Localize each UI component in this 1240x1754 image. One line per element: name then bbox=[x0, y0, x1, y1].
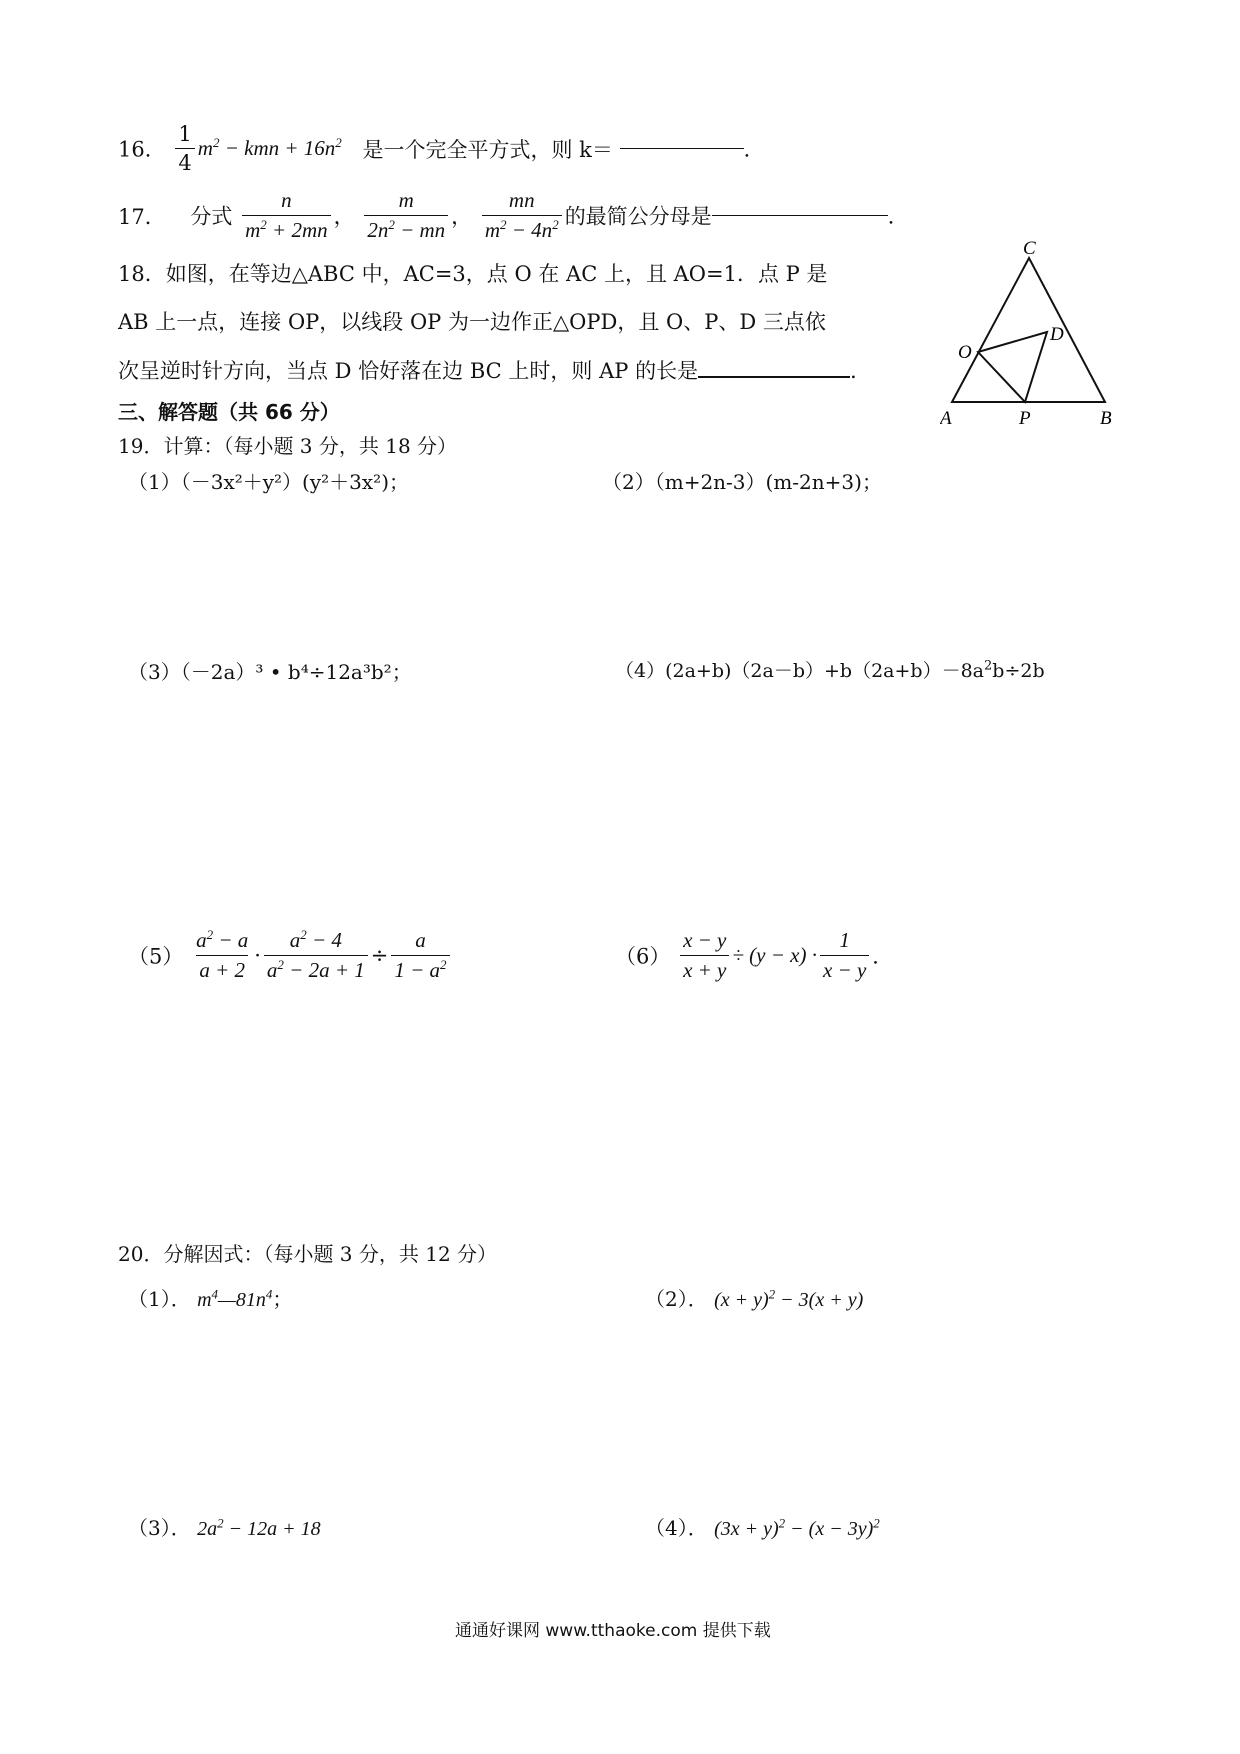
question-18-line-2: AB 上一点，连接 OP，以线段 OP 为一边作正△OPD，且 O、P、D 三点依 bbox=[118, 310, 826, 334]
question-text: 的最简公分母是 bbox=[564, 204, 712, 229]
part-label: （5） bbox=[128, 944, 184, 969]
fraction-3: $\frac{mn}{m^2 - 4n^2}$ bbox=[482, 188, 562, 243]
fraction-1: $\frac{a^2 - a}{a + 2}$ bbox=[196, 927, 249, 982]
fraction-3: $\frac{a}{1 - a^2}$ bbox=[391, 928, 449, 983]
fraction-one-quarter: $\frac{1}{4}$ bbox=[175, 122, 194, 175]
punctuation: ． bbox=[743, 137, 765, 162]
question-18-line-1: 18．如图，在等边△ABC 中，AC=3，点 O 在 AC 上，且 AO=1．点 P 是 bbox=[118, 262, 828, 286]
question-20-part-1: （1）． $m^4—81n^4$； bbox=[128, 1286, 293, 1311]
question-19-part-5: （5） $\frac{a^2 - a}{a + 2}$ · $\frac{a^2 - 4}{a^2 - 2a + 1}$ ÷ $\frac{a}{1 - a^2}$ bbox=[128, 928, 453, 983]
label-c: C bbox=[1023, 240, 1036, 259]
question-text: 次呈逆时针方向，当点 D 恰好落在边 BC 上时，则 AP 的长是 bbox=[118, 359, 699, 383]
part-label: （3）． bbox=[128, 1516, 191, 1540]
label-d: D bbox=[1050, 324, 1064, 345]
label-p: P bbox=[1019, 408, 1031, 429]
part-label: （6） bbox=[615, 944, 671, 969]
punctuation: ． bbox=[887, 204, 909, 229]
label-b: B bbox=[1100, 408, 1112, 429]
answer-blank[interactable] bbox=[712, 215, 888, 216]
question-20-title: 20．分解因式：（每小题 3 分，共 12 分） bbox=[118, 1242, 498, 1266]
separator: ， bbox=[333, 204, 355, 229]
question-19-part-4: $(4)(2a+b)(2a-b)+b(2a+b)-8a^2b\div 2b$ bbox=[615, 658, 1045, 682]
triangle-abc bbox=[952, 258, 1105, 402]
question-19-part-3: （3）（－2a）³ • b⁴÷12a³b²； bbox=[128, 660, 412, 684]
question-19-title: 19．计算：（每小题 3 分，共 18 分） bbox=[118, 434, 458, 458]
punctuation: ． bbox=[850, 359, 872, 383]
question-17 bbox=[118, 188, 909, 243]
answer-blank[interactable] bbox=[620, 148, 744, 149]
question-20-part-2: （2）． $(x + y)^2 - 3(x + y)$ bbox=[645, 1286, 864, 1311]
question-19-part-1: （1）（－3x²＋y²）(y²＋3x²)； bbox=[128, 470, 410, 494]
part-text: （4）(2a+b)（2a－b）+b（2a+b）－8a bbox=[615, 660, 984, 682]
question-19-part-6: （6） $\frac{x - y}{x + y}$ ÷ (y − x) · $\frac{1}{x - y}$ ． bbox=[615, 928, 894, 982]
section-title: 三、解答题（共 66 分） bbox=[118, 400, 340, 424]
question-20-part-3: （3）． $2a^2 - 12a + 18$ bbox=[128, 1515, 321, 1540]
triangle-figure bbox=[940, 240, 1120, 430]
page-footer: 通通好课网 www.tthaoke.com 提供下载 bbox=[455, 1621, 771, 1641]
math-expression: $m^2$ − kmn + $16n^2$ bbox=[197, 135, 342, 160]
part-label: （2）． bbox=[645, 1287, 708, 1311]
separator: ， bbox=[451, 204, 473, 229]
label-o: O bbox=[958, 342, 972, 363]
fraction-2: $\frac{a^2 - 4}{a^2 - 2a + 1}$ bbox=[264, 928, 368, 983]
fraction-2: $\frac{1}{x - y}$ bbox=[820, 928, 869, 983]
fraction-1: $\frac{n}{m^2 + 2mn}$ bbox=[242, 188, 331, 243]
label-a: A bbox=[940, 408, 952, 429]
punctuation: ． bbox=[872, 944, 894, 969]
fraction-2: $\frac{m}{2n^2 - mn}$ bbox=[364, 188, 448, 243]
answer-blank[interactable] bbox=[698, 376, 850, 378]
question-20-part-4: （4）． $(3x + y)^2 - (x - 3y)^2$ bbox=[645, 1515, 880, 1540]
question-text: 是一个完全平方式，则 k＝ bbox=[362, 137, 613, 162]
question-19-part-2: （2）（m+2n-3）(m-2n+3)； bbox=[602, 470, 882, 494]
question-number: 16． bbox=[118, 137, 166, 162]
part-label: （1）． bbox=[128, 1287, 191, 1311]
question-lead: 分式 bbox=[190, 204, 233, 229]
triangle-opd bbox=[978, 332, 1047, 402]
question-16 bbox=[118, 122, 765, 175]
question-number: 17． bbox=[118, 204, 166, 229]
part-label: （4）． bbox=[645, 1516, 708, 1540]
part-text: b÷2b bbox=[992, 660, 1045, 682]
fraction-1: $\frac{x - y}{x + y}$ bbox=[680, 928, 729, 983]
question-18-line-3 bbox=[118, 355, 871, 385]
